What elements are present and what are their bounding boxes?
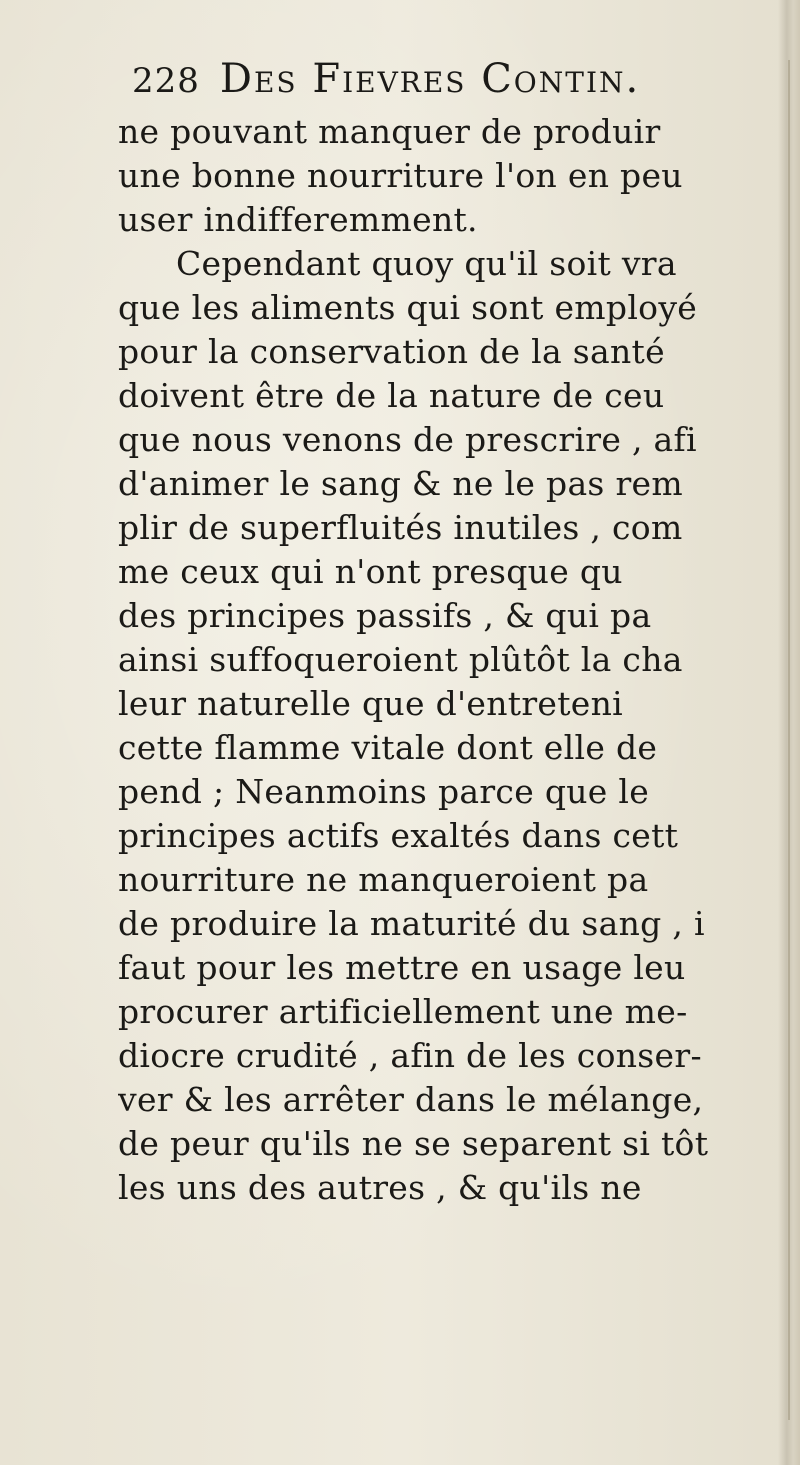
text-line: ainsi suffoqueroient plûtôt la cha: [118, 640, 683, 679]
text-line: de peur qu'ils ne se separent si tôt: [118, 1124, 709, 1163]
text-line: d'animer le sang & ne le pas rem: [118, 464, 683, 503]
paragraph-start-line: Cependant quoy qu'il soit vra: [176, 244, 677, 283]
text-line: de produire la maturité du sang , i: [118, 904, 705, 943]
body-text: [118, 110, 790, 1210]
text-line: faut pour les mettre en usage leu: [118, 948, 686, 987]
page-number: 228: [132, 61, 200, 101]
text-line: ver & les arrêter dans le mélange,: [118, 1080, 704, 1119]
text-line: nourriture ne manqueroient pa: [118, 860, 649, 899]
text-line: pend ; Neanmoins parce que le: [118, 772, 650, 811]
text-line: cette flamme vitale dont elle de: [118, 728, 658, 767]
text-line: diocre crudité , afin de les conser-: [118, 1036, 702, 1075]
text-line: des principes passifs , & qui pa: [118, 596, 652, 635]
text-line: ne pouvant manquer de produir: [118, 112, 661, 151]
running-header: [132, 56, 640, 106]
text-line: principes actifs exaltés dans cett: [118, 816, 679, 855]
text-line: une bonne nourriture l'on en peu: [118, 156, 683, 195]
text-line: que nous venons de prescrire , afi: [118, 420, 697, 459]
running-title: Des Fievres Contin.: [219, 56, 641, 102]
text-line: les uns des autres , & qu'ils ne: [118, 1168, 642, 1207]
text-line: doivent être de la nature de ceu: [118, 376, 665, 415]
text-line: leur naturelle que d'entreteni: [118, 684, 624, 723]
text-line: pour la conservation de la santé: [118, 332, 665, 371]
text-line: procurer artificiellement une me-: [118, 992, 688, 1031]
text-line: me ceux qui n'ont presque qu: [118, 552, 623, 591]
text-line: plir de superfluités inutiles , com: [118, 508, 683, 547]
text-line: user indifferemment.: [118, 200, 478, 239]
text-line: que les aliments qui sont employé: [118, 288, 698, 327]
